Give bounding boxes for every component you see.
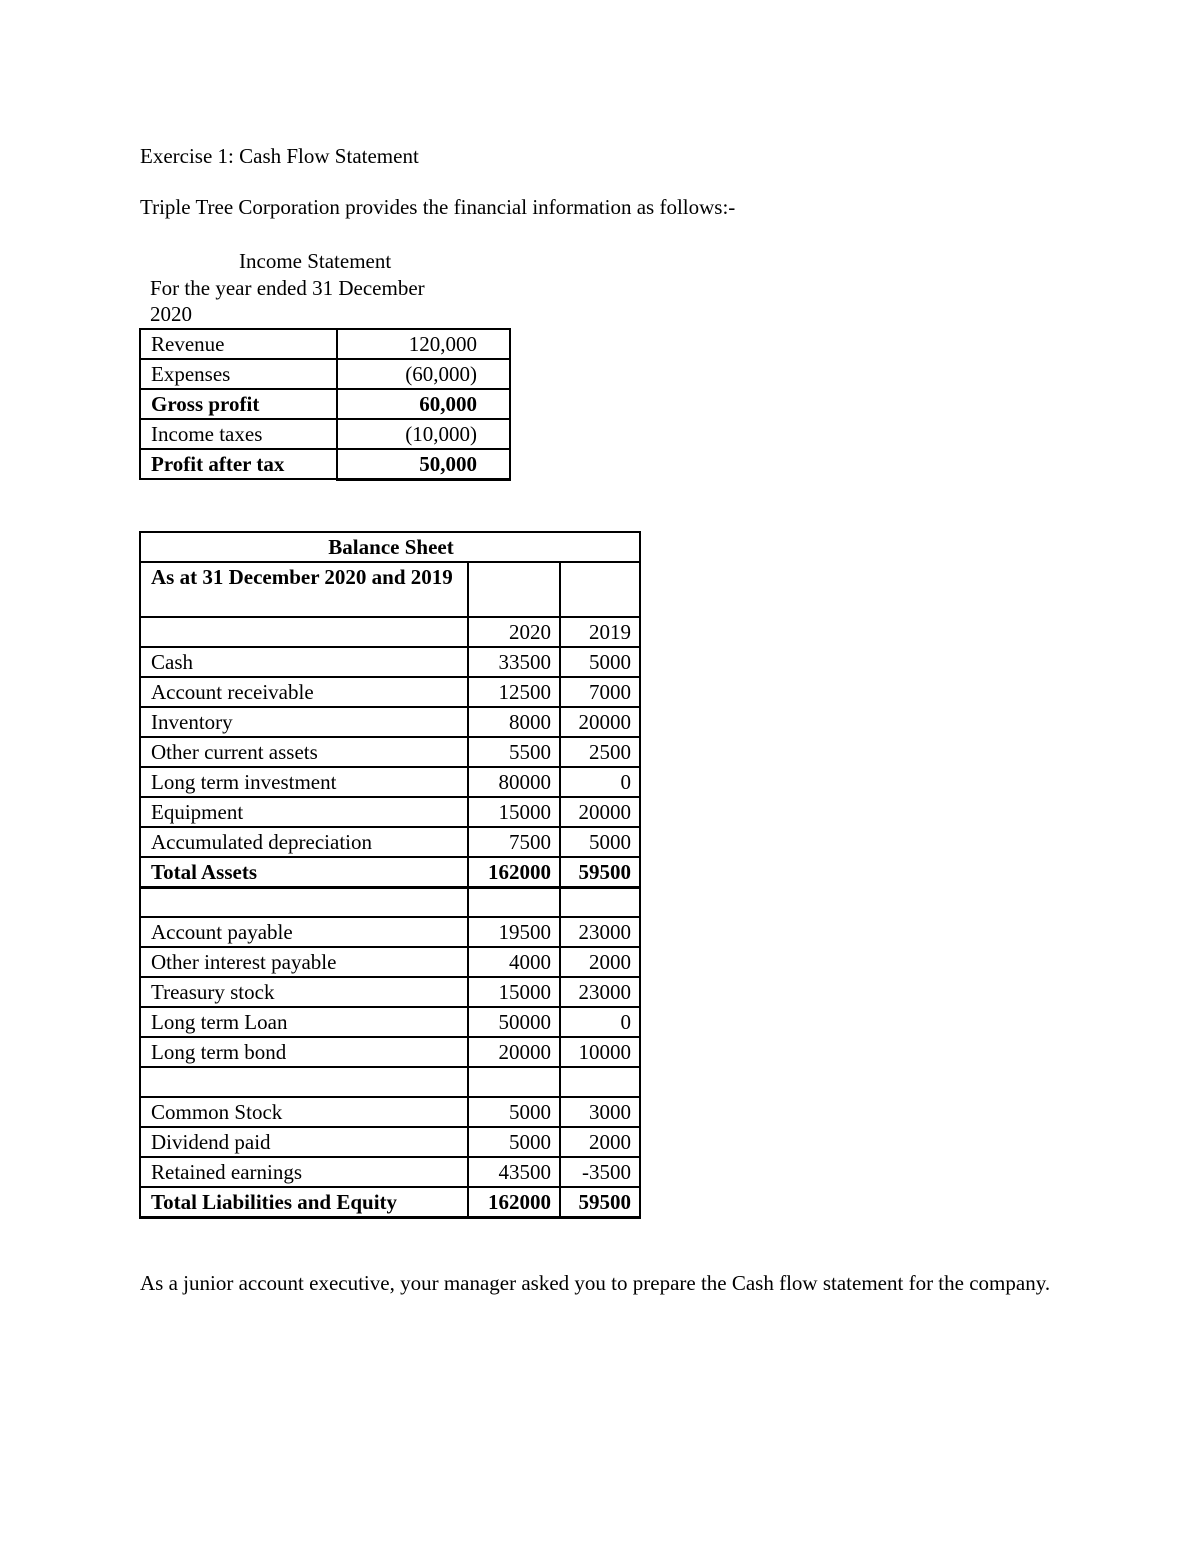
income-statement-year: 2020 (150, 302, 192, 326)
table-row (140, 329, 510, 359)
row-label: Revenue (140, 329, 337, 359)
table-row (140, 1187, 640, 1217)
table-row (140, 977, 640, 1007)
value-2019: 10000 (560, 1037, 640, 1067)
value-2019: 20000 (560, 707, 640, 737)
table-row (140, 947, 640, 977)
row-label: Total Assets (140, 857, 468, 887)
blank-row (140, 1067, 640, 1097)
value-2019: 23000 (560, 917, 640, 947)
table-row (140, 1007, 640, 1037)
table-row (140, 419, 510, 449)
table-row (140, 1037, 640, 1067)
income-statement-title: Income Statement (239, 249, 392, 273)
table-row (140, 359, 510, 389)
empty-cell (468, 887, 560, 917)
empty-cell (560, 887, 640, 917)
value-2020: 80000 (468, 767, 560, 797)
row-label: Account receivable (140, 677, 468, 707)
value-2020: 162000 (468, 1187, 560, 1217)
table-row (140, 707, 640, 737)
row-value: 120,000 (337, 329, 510, 359)
row-label: Long term investment (140, 767, 468, 797)
column-header-2019: 2019 (560, 617, 640, 647)
row-label: Equipment (140, 797, 468, 827)
row-label: Long term Loan (140, 1007, 468, 1037)
value-2020: 43500 (468, 1157, 560, 1187)
table-row (140, 767, 640, 797)
empty-cell (560, 1067, 640, 1097)
row-label: Other interest payable (140, 947, 468, 977)
value-2019: 23000 (560, 977, 640, 1007)
row-label: Inventory (140, 707, 468, 737)
value-2019: 20000 (560, 797, 640, 827)
value-2020: 4000 (468, 947, 560, 977)
value-2019: 3000 (560, 1097, 640, 1127)
value-2020: 5000 (468, 1097, 560, 1127)
income-statement-period: For the year ended 31 December (150, 276, 425, 300)
table-row (140, 857, 640, 887)
table-row (140, 827, 640, 857)
value-2019: 59500 (560, 1187, 640, 1217)
empty-cell (140, 1067, 468, 1097)
row-label: Dividend paid (140, 1127, 468, 1157)
row-label: Income taxes (140, 419, 337, 449)
empty-cell (140, 617, 468, 647)
value-2020: 20000 (468, 1037, 560, 1067)
table-row (140, 1097, 640, 1127)
row-label: Profit after tax (140, 449, 337, 479)
value-2020: 50000 (468, 1007, 560, 1037)
table-row (140, 917, 640, 947)
empty-cell (560, 562, 640, 617)
value-2020: 162000 (468, 857, 560, 887)
table-row (140, 737, 640, 767)
value-2019: 2500 (560, 737, 640, 767)
value-2019: -3500 (560, 1157, 640, 1187)
blank-row (140, 887, 640, 917)
row-label: Total Liabilities and Equity (140, 1187, 468, 1217)
value-2020: 5000 (468, 1127, 560, 1157)
balance-sheet-title: Balance Sheet (140, 532, 640, 562)
row-label: Account payable (140, 917, 468, 947)
value-2020: 15000 (468, 797, 560, 827)
value-2019: 7000 (560, 677, 640, 707)
year-header-row (140, 617, 640, 647)
table-row (140, 389, 510, 419)
row-label: Common Stock (140, 1097, 468, 1127)
table-row (140, 647, 640, 677)
balance-sheet-subtitle: As at 31 December 2020 and 2019 (140, 562, 468, 617)
table-row (140, 1157, 640, 1187)
row-label: Long term bond (140, 1037, 468, 1067)
column-header-2020: 2020 (468, 617, 560, 647)
table-row (140, 677, 640, 707)
row-label: Retained earnings (140, 1157, 468, 1187)
value-2019: 0 (560, 767, 640, 797)
empty-cell (468, 1067, 560, 1097)
table-subheader-row (140, 562, 640, 617)
row-label: Accumulated depreciation (140, 827, 468, 857)
value-2020: 12500 (468, 677, 560, 707)
value-2020: 15000 (468, 977, 560, 1007)
row-value: 50,000 (337, 449, 510, 479)
row-label: Treasury stock (140, 977, 468, 1007)
table-row (140, 1127, 640, 1157)
value-2020: 7500 (468, 827, 560, 857)
row-value: (10,000) (337, 419, 510, 449)
empty-cell (468, 562, 560, 617)
empty-cell (140, 887, 468, 917)
value-2019: 5000 (560, 827, 640, 857)
row-value: 60,000 (337, 389, 510, 419)
exercise-title: Exercise 1: Cash Flow Statement (140, 144, 419, 168)
income-statement-table (139, 328, 511, 481)
row-value: (60,000) (337, 359, 510, 389)
row-label: Gross profit (140, 389, 337, 419)
closing-instruction: As a junior account executive, your manager asked you to prepare the Cash flow statement for the company. (140, 1271, 1051, 1295)
value-2019: 0 (560, 1007, 640, 1037)
row-label: Cash (140, 647, 468, 677)
value-2019: 5000 (560, 647, 640, 677)
value-2019: 2000 (560, 1127, 640, 1157)
value-2019: 2000 (560, 947, 640, 977)
row-label: Other current assets (140, 737, 468, 767)
value-2020: 19500 (468, 917, 560, 947)
table-row (140, 797, 640, 827)
intro-text: Triple Tree Corporation provides the financial information as follows:- (140, 195, 736, 219)
value-2020: 33500 (468, 647, 560, 677)
value-2020: 8000 (468, 707, 560, 737)
value-2019: 59500 (560, 857, 640, 887)
table-row (140, 449, 510, 479)
table-header-row (140, 532, 640, 562)
row-label: Expenses (140, 359, 337, 389)
value-2020: 5500 (468, 737, 560, 767)
balance-sheet-table (139, 531, 641, 1219)
